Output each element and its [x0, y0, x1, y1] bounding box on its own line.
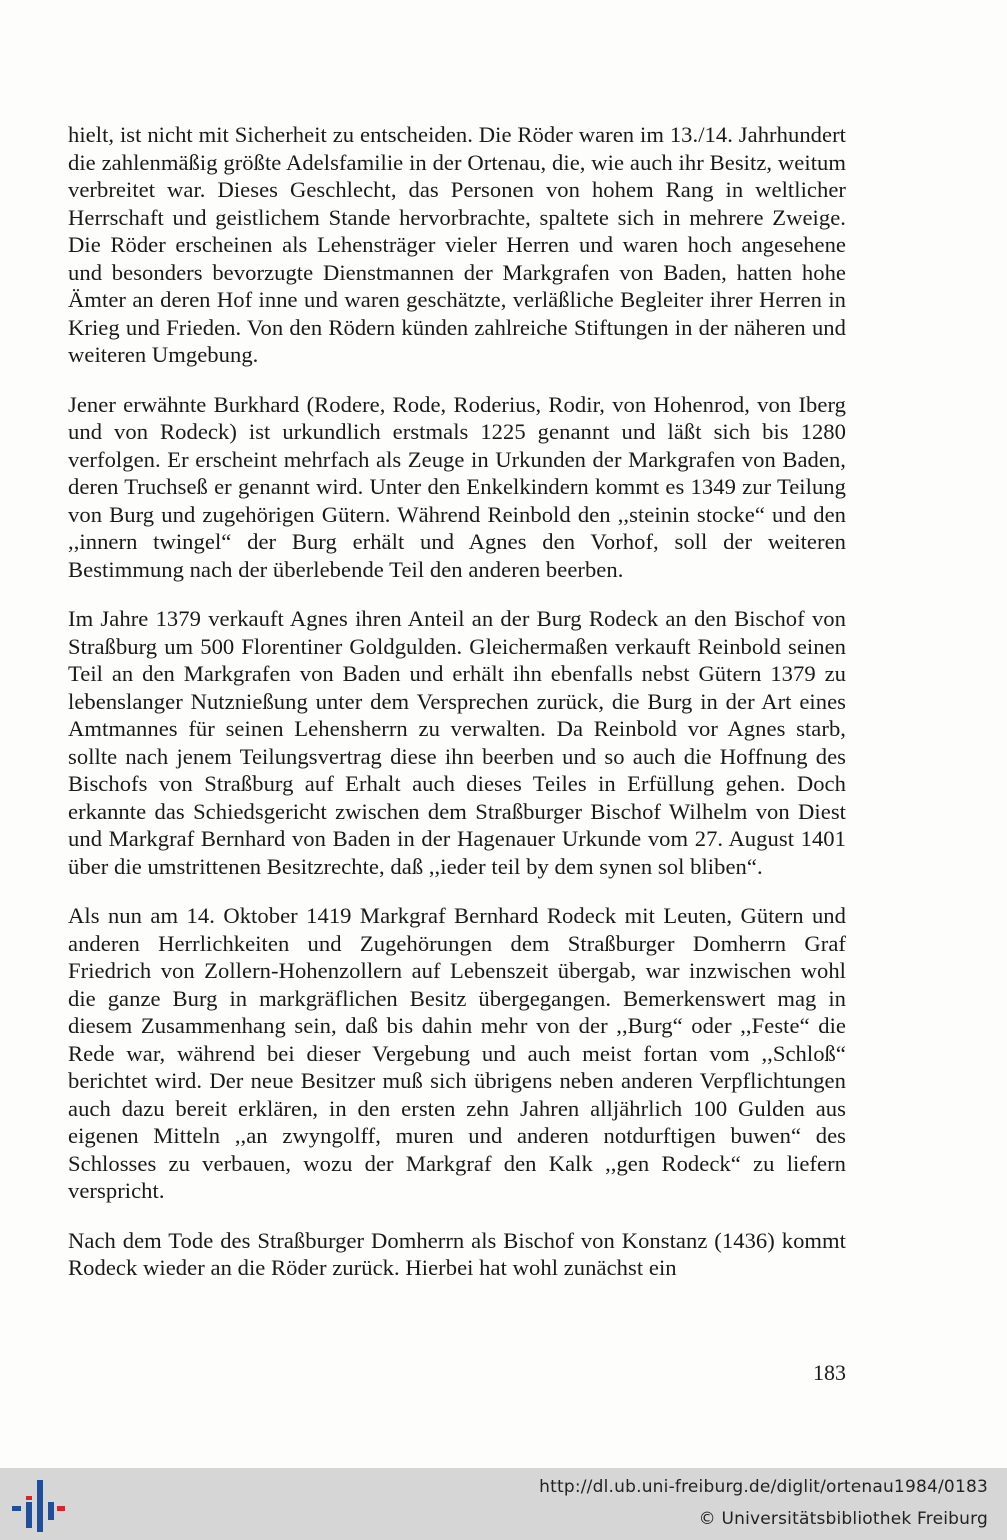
- paragraph-1: hielt, ist nicht mit Sicherheit zu entscheiden. Die Röder waren im 13./14. Jahrhundert die zahlenmäßig größte Adelsfamilie in der Ortenau, die, wie auch ihr Besitz, weitum verbreitet war. Dieses Geschlecht, das Personen von hohem Rang in weltlicher Herrschaft und geistlichem Stande hervorbrachte, spaltete sich in mehrere Zweige. Die Röder erscheinen als Lehensträger vieler Herren und waren hoch angesehene und besonders bevorzugte Dienstmannen der Markgrafen von Baden, hatten hohe Ämter an deren Hof inne und waren geschätzte, verläßliche Begleiter ihrer Herren in Krieg und Frieden. Von den Rödern künden zahlreiche Stiftungen in der näheren und weiteren Umgebung.: [68, 122, 846, 367]
- body-text: [68, 121, 846, 1304]
- paragraph-4: Als nun am 14. Oktober 1419 Markgraf Bernhard Rodeck mit Leuten, Gütern und anderen Herrlichkeiten und Zugehörungen dem Straßburger Domherrn Graf Friedrich von Zollern-Hohenzollern auf Lebenszeit übergab, war inzwischen wohl die ganze Burg in markgräflichen Besitz übergegangen. Bemerkenswert mag in diesem Zusammenhang sein, daß bis dahin mehr von der ,,Burg“ oder ,,Feste“ die Rede war, während bei dieser Vergebung und auch meist fortan vom ,,Schloß“ berichtet wird. Der neue Besitzer muß sich übrigens neben anderen Verpflichtungen auch dazu bereit erklären, in den ersten zehn Jahren alljährlich 100 Gulden aus eigenen Mitteln ,,an zwyngolff, muren und anderen notdurftigen buwen“ des Schlosses zu verbauen, wozu der Markgraf den Kalk ,,gen Rodeck“ zu liefern verspricht.: [68, 903, 846, 1203]
- ub-freiburg-logo-icon: [10, 1480, 66, 1532]
- page-number: 183: [813, 1360, 846, 1385]
- document-url-link[interactable]: http://dl.ub.uni-freiburg.de/diglit/ortenau1984/0183: [539, 1477, 988, 1497]
- paragraph-5: Nach dem Tode des Straßburger Domherrn als Bischof von Konstanz (1436) kommt Rodeck wieder an die Röder zurück. Hierbei hat wohl zunächst ein: [68, 1227, 846, 1280]
- paragraph-2: Jener erwähnte Burkhard (Rodere, Rode, Roderius, Rodir, von Hohenrod, von Iberg und von Rodeck) ist urkundlich erstmals 1225 genannt und läßt sich bis 1280 verfolgen. Er erscheint mehrfach als Zeuge in Urkunden der Markgrafen von Baden, deren Truchseß er genannt wird. Unter den Enkelkindern kommt es 1349 zur Teilung von Burg und zugehörigen Gütern. Während Reinbold den ,,steinin stocke“ und den ,,innern twingel“ der Burg erhält und Agnes den Vorhof, soll der weiteren Bestimmung nach der überlebende Teil den anderen beerben.: [68, 391, 846, 582]
- copyright-notice: © Universitätsbibliothek Freiburg: [698, 1509, 988, 1529]
- paragraph-3: Im Jahre 1379 verkauft Agnes ihren Anteil an der Burg Rodeck an den Bischof von Straßburg um 500 Florentiner Goldgulden. Gleichermaßen verkauft Reinbold seinen Teil an den Markgrafen von Baden und erhält ihn ebenfalls nebst Gütern 1379 zu lebenslanger Nutznießung unter dem Versprechen zurück, die Burg in der Art eines Amtmannes für seinen Lehensherrn zu verwalten. Da Reinbold vor Agnes starb, sollte nach jenem Teilungsvertrag diese ihn beerben und so auch die Hoffnung des Bischofs von Straßburg auf Erhalt auch dieses Teiles in Erfüllung gehen. Doch erkannte das Schiedsgericht zwischen dem Straßburger Bischof Wilhelm von Diest und Markgraf Bernhard von Baden in der Hagenauer Urkunde vom 27. August 1401 über die umstrittenen Besitzrechte, daß ,,ieder teil by dem synen sol bliben“.: [68, 606, 846, 879]
- footer-bar: [0, 1468, 1007, 1540]
